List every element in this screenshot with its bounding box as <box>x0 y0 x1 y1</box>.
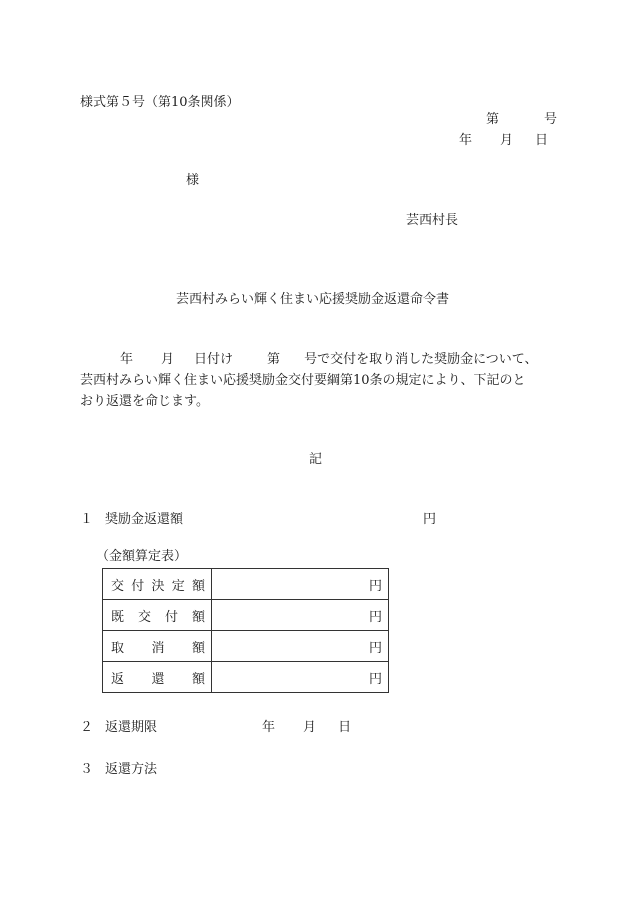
amount-unit: 円 <box>368 578 382 594</box>
amount-cell <box>212 600 389 631</box>
body-line-3: おり返還を命じます。 <box>80 394 209 409</box>
issue-date-day: 日 <box>535 133 549 148</box>
label-char: 定 <box>171 578 185 594</box>
label-char: 既 <box>111 609 125 625</box>
label-char: 決 <box>151 578 165 594</box>
amount-cell <box>212 569 389 600</box>
body-number-prefix: 第 <box>267 352 281 367</box>
table-row <box>103 600 389 631</box>
item-2-number: ２ <box>80 720 94 735</box>
item-2-label: 返還期限 <box>105 720 158 735</box>
item-2 <box>80 720 351 736</box>
body-line-2: 芸西村みらい輝く住まい応援奨励金交付要綱第10条の規定により、下記のと <box>80 373 526 388</box>
table-row <box>103 631 389 662</box>
row-label <box>103 606 211 625</box>
body-year: 年 <box>120 352 134 367</box>
row-label <box>103 637 211 656</box>
label-char: 還 <box>151 671 165 687</box>
table-row <box>103 569 389 600</box>
ki-heading: 記 <box>309 452 323 467</box>
issue-date-month: 月 <box>500 133 514 148</box>
row-label <box>103 575 211 594</box>
table-row <box>103 662 389 693</box>
table-caption: （金額算定表） <box>96 549 188 564</box>
item-2-month: 月 <box>303 720 317 735</box>
row-label-cell <box>103 569 212 600</box>
item-1 <box>80 512 436 528</box>
label-char: 付 <box>131 578 145 594</box>
item-3-number: ３ <box>80 762 94 777</box>
label-char: 額 <box>191 609 205 625</box>
amount-unit: 円 <box>368 609 382 625</box>
label-char: 返 <box>111 671 125 687</box>
label-char: 取 <box>111 640 125 656</box>
item-2-day: 日 <box>338 720 352 735</box>
row-label-cell <box>103 662 212 693</box>
row-label <box>103 668 211 687</box>
amount-cell <box>212 662 389 693</box>
label-char: 交 <box>111 578 125 594</box>
number-suffix: 号 <box>544 112 558 127</box>
amount-calculation-table <box>102 568 389 693</box>
body-line-1 <box>80 352 538 368</box>
body-dated: 日付け <box>194 352 234 367</box>
label-char: 付 <box>164 609 178 625</box>
row-label-cell <box>103 631 212 662</box>
item-1-label: 奨励金返還額 <box>105 512 184 527</box>
document-number <box>486 112 557 128</box>
document-title: 芸西村みらい輝く住まい応援奨励金返還命令書 <box>176 292 450 307</box>
amount-unit: 円 <box>368 671 382 687</box>
label-char: 消 <box>151 640 165 656</box>
item-1-number: １ <box>80 512 94 527</box>
row-label-cell <box>103 600 212 631</box>
item-3 <box>80 762 157 778</box>
number-prefix: 第 <box>486 112 500 127</box>
item-3-label: 返還方法 <box>105 762 158 777</box>
issue-date-year: 年 <box>459 133 473 148</box>
amount-unit: 円 <box>368 640 382 656</box>
sender-name: 芸西村長 <box>406 213 459 228</box>
item-1-unit: 円 <box>423 512 437 527</box>
addressee-honorific: 様 <box>186 173 200 188</box>
issue-date <box>459 133 548 149</box>
label-char: 額 <box>191 671 205 687</box>
item-2-year: 年 <box>262 720 276 735</box>
body-rest: 号で交付を取り消した奨励金について、 <box>304 352 538 367</box>
label-char: 額 <box>191 640 205 656</box>
form-label: 様式第５号（第10条関係） <box>80 95 240 110</box>
label-char: 交 <box>137 609 151 625</box>
label-char: 額 <box>191 578 205 594</box>
amount-cell <box>212 631 389 662</box>
body-month: 月 <box>161 352 175 367</box>
